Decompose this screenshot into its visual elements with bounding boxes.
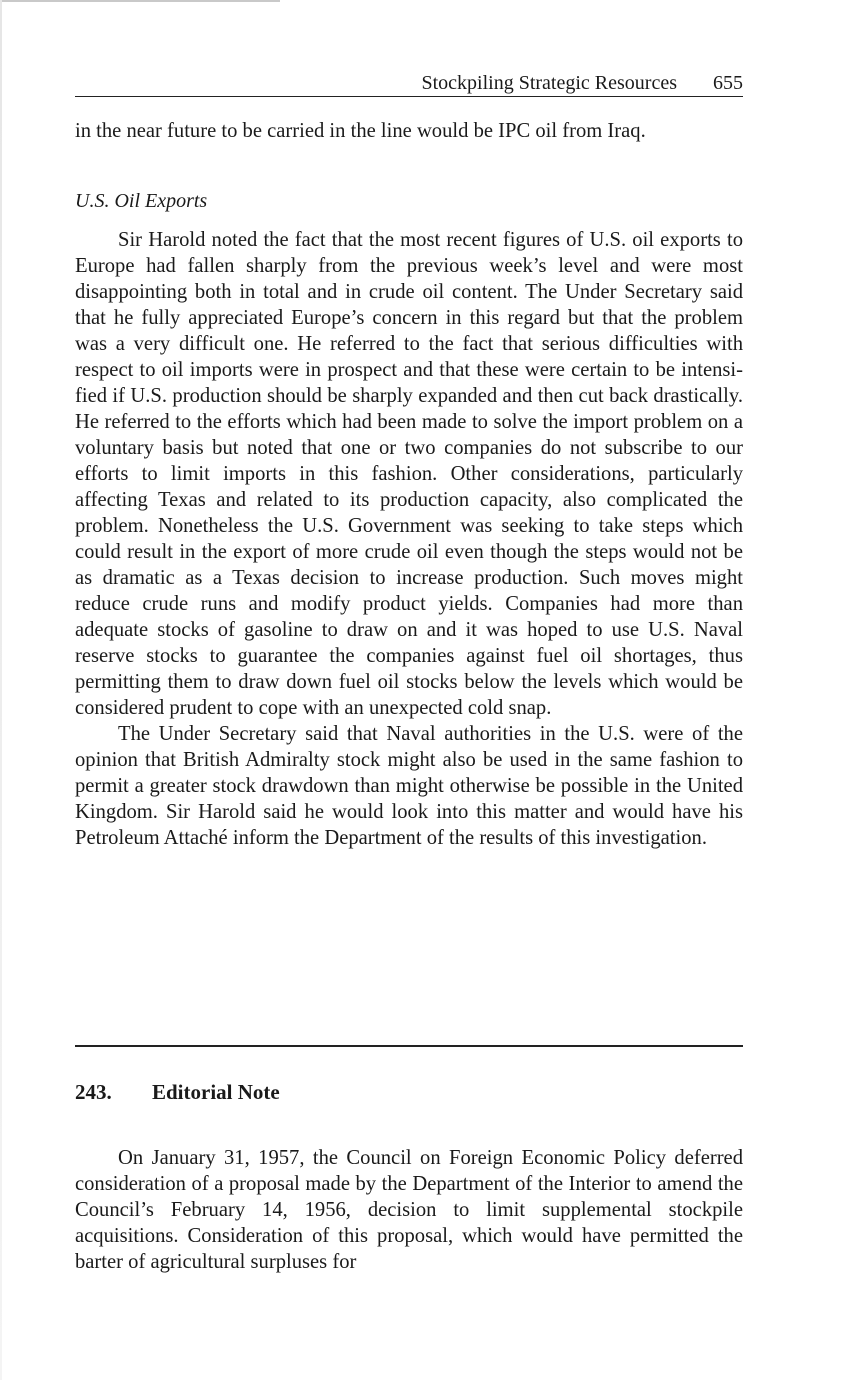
running-head-title: Stockpiling Strategic Resources	[421, 72, 677, 94]
scan-edge-top	[0, 0, 280, 2]
section-heading: U.S. Oil Exports	[75, 190, 208, 212]
document-number: 243.	[75, 1080, 112, 1104]
editorial-note-title: Editorial Note	[152, 1080, 280, 1104]
editorial-note-body	[75, 1145, 743, 1275]
body-paragraph: The Under Secretary said that Naval authorities in the U.S. were of the opinion that British Admiralty stock might also be used in the same fashion to permit a greater stock drawdown than might otherwise be possible in the United Kingdom. Sir Harold said he would look into this matter and would have his Petroleum Attaché inform the Department of the results of this investigation.	[75, 723, 743, 849]
body-paragraph: Sir Harold noted the fact that the most recent figures of U.S. oil exports to Europe had fallen sharply from the previous week’s level and were most disappointing both in total and in crude oil content. The Under Secretary said that he fully appreciated Europe’s concern in this regard but that the problem was a very difficult one. He referred to the fact that serious difficulties with respect to oil imports were in prospect and that these were certain to be intensified if U.S. production should be sharply expanded and then cut back drastically. He referred to the efforts which had been made to solve the import problem on a voluntary basis but noted that one or two companies do not subscribe to our efforts to limit imports in this fashion. Other considerations, particularly affecting Texas and related to its production capacity, also complicated the problem. Nonetheless the U.S. Government was seeking to take steps which could result in the export of more crude oil even though the steps would not be as dramatic as a Texas decision to increase production. Such moves might reduce crude runs and modify product yields. Companies had more than adequate stocks of gasoline to draw on and it was hoped to use U.S. Naval reserve stocks to guarantee the companies against fuel oil shortages, thus permitting them to draw down fuel oil stocks below the levels which would be considered prudent to cope with an unexpected cold snap.	[75, 229, 743, 719]
continuation-block	[75, 118, 743, 144]
section-body	[75, 227, 743, 851]
editorial-note-paragraph: On January 31, 1957, the Council on Foreign Economic Policy deferred consideration of a proposal made by the Department of the Interior to amend the Council’s February 14, 1956, decision to limit supplemental stockpile acquisitions. Consideration of this proposal, which would have permitted the barter of agricultural surpluses for	[75, 1147, 743, 1273]
section-divider	[75, 1045, 743, 1047]
scan-edge-left	[0, 0, 2, 1380]
page-number: 655	[713, 72, 743, 94]
editorial-note-heading	[75, 1079, 280, 1105]
continuation-paragraph: in the near future to be carried in the line would be IPC oil from Iraq.	[75, 120, 646, 142]
running-head	[75, 70, 743, 97]
